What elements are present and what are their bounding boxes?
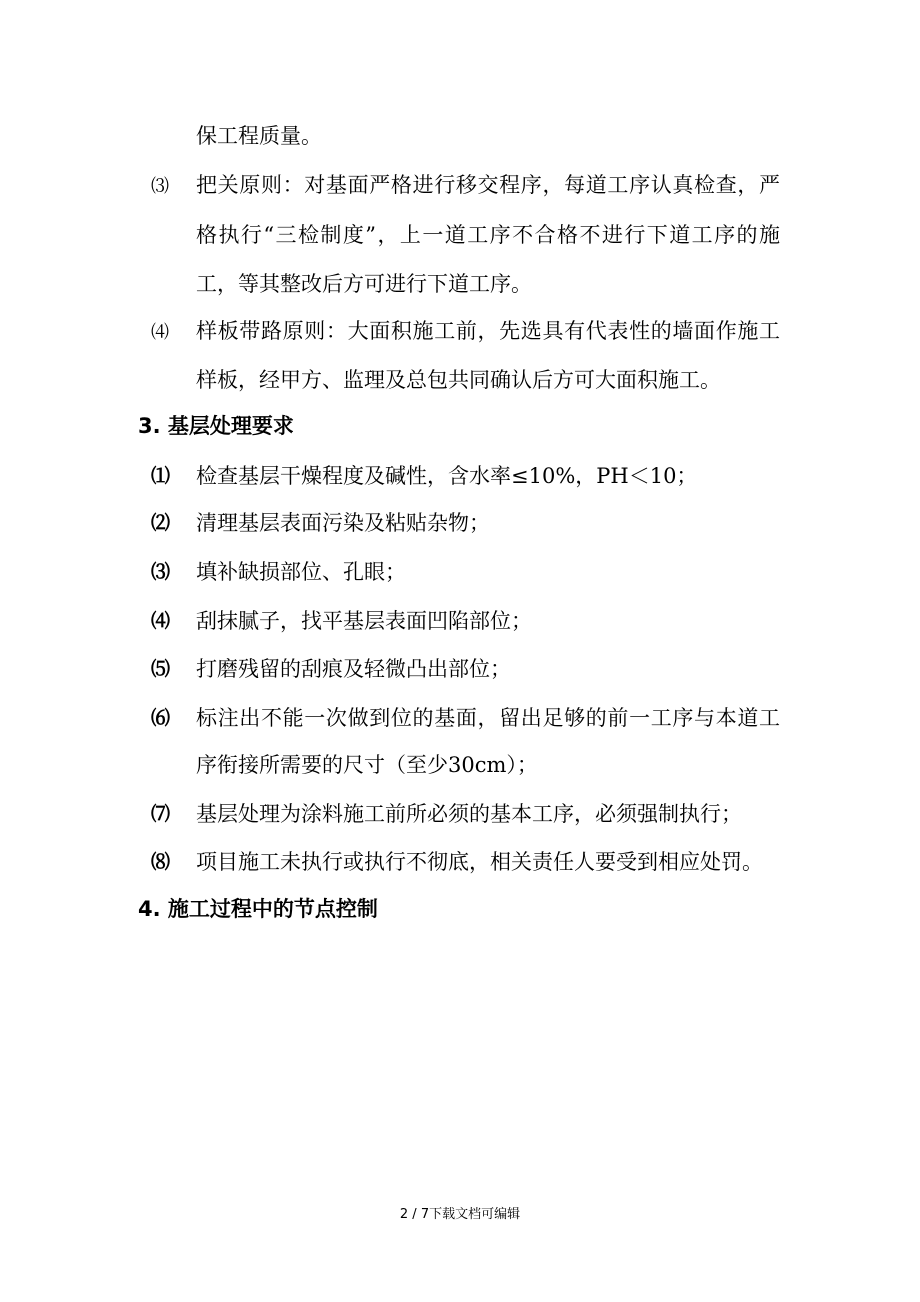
list-item: 打磨残留的刮痕及轻微凸出部位； — [196, 657, 511, 681]
list-number: ⑴ — [151, 465, 171, 487]
principle-line: 格执行“三检制度”，上一道工序不合格不进行下道工序的施 — [196, 223, 780, 247]
list-item: 检查基层干燥程度及碱性，含水率≤10%，PH＜10； — [196, 464, 698, 488]
principle-number: ⑷ — [151, 322, 169, 343]
list-item: 项目施工未执行或执行不彻底，相关责任人要受到相应处罚。 — [196, 850, 763, 874]
list-item: 填补缺损部位、孔眼； — [196, 560, 406, 584]
list-number: ⑹ — [151, 707, 171, 729]
principle-line: 样板带路原则：大面积施工前，先选具有代表性的墙面作施工 — [196, 319, 780, 343]
list-item: 清理基层表面污染及粘贴杂物； — [196, 511, 490, 535]
list-item: 标注出不能一次做到位的基面，留出足够的前一工序与本道工 — [196, 706, 780, 730]
list-item: 序衔接所需要的尺寸（至少30cm）； — [196, 753, 538, 777]
list-number: ⑶ — [151, 561, 171, 583]
list-number: ⑵ — [151, 512, 171, 534]
list-number: ⑻ — [151, 851, 171, 873]
list-item: 基层处理为涂料施工前所必须的基本工序，必须强制执行； — [196, 802, 742, 826]
principle-line: 把关原则：对基面严格进行移交程序，每道工序认真检查，严 — [196, 173, 780, 197]
section-heading: 4. 施工过程中的节点控制 — [138, 897, 378, 921]
principle-line: 工，等其整改后方可进行下道工序。 — [196, 272, 532, 296]
list-item: 刮抹腻子，找平基层表面凹陷部位； — [196, 609, 532, 633]
section-heading: 3. 基层处理要求 — [138, 414, 294, 438]
list-number: ⑷ — [151, 610, 171, 632]
principle-line: 样板，经甲方、监理及总包共同确认后方可大面积施工。 — [196, 368, 721, 392]
continuation-text: 保工程质量。 — [196, 124, 322, 148]
page-footer: 2 / 7下载文档可编辑 — [399, 1207, 521, 1222]
list-number: ⑺ — [151, 803, 171, 825]
principle-number: ⑶ — [151, 176, 169, 197]
list-number: ⑸ — [151, 658, 171, 680]
